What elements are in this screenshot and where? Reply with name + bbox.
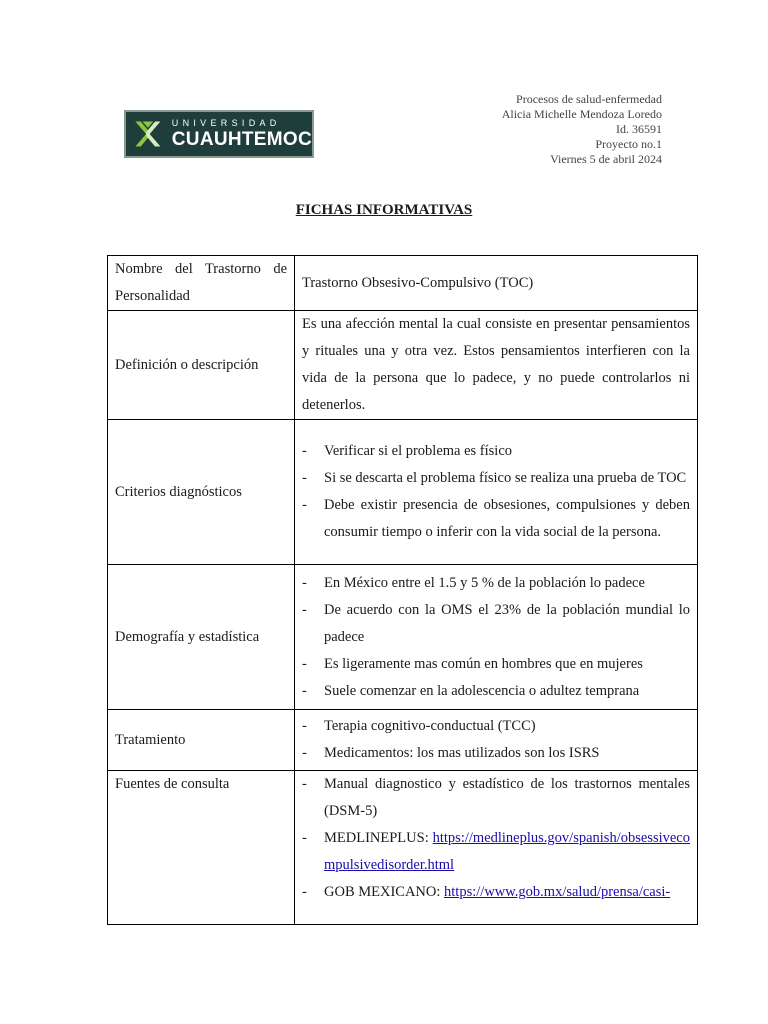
row-value — [295, 565, 698, 710]
row-label: Nombre del Trastorno de Personalidad — [108, 256, 295, 311]
criteria-list — [302, 438, 690, 546]
list-item: - En México entre el 1.5 y 5 % de la población lo padece — [302, 570, 690, 597]
table-row — [108, 256, 698, 311]
page-title: FICHAS INFORMATIVAS — [295, 202, 473, 218]
list-item — [302, 771, 690, 825]
document-date: Viernes 5 de abril 2024 — [550, 152, 662, 166]
logo-line1: UNIVERSIDAD — [171, 118, 281, 128]
row-label: Definición o descripción — [108, 311, 295, 420]
list-item: - Suele comenzar en la adolescencia o adultez temprana — [302, 678, 690, 705]
source-text: GOB MEXICANO: — [324, 884, 441, 900]
sources-list — [302, 771, 690, 906]
list-item: - Es ligeramente mas común en hombres que en mujeres — [302, 651, 690, 678]
row-label: Tratamiento — [108, 710, 295, 771]
gob-mx-link[interactable]: https://www.gob.mx/salud/prensa/casi- — [444, 884, 671, 900]
logo-line2: CUAUHTEMOC — [171, 129, 312, 150]
row-value: Es una afección mental la cual consiste en presentar pensamientos y rituales una y otra vez. Estos pensamientos interfieren con la vida de la persona que lo padece, y no puede controlarlos ni detenerlos. — [295, 311, 698, 420]
row-label: Criterios diagnósticos — [108, 420, 295, 565]
table-row — [108, 771, 698, 925]
list-item — [302, 825, 690, 879]
logo-mark-icon — [130, 114, 166, 154]
table-row — [108, 311, 698, 420]
student-name: Alicia Michelle Mendoza Loredo — [501, 107, 662, 121]
source-text: MEDLINEPLUS: — [324, 830, 429, 846]
project-number: Proyecto no.1 — [595, 137, 662, 151]
demographics-list — [302, 570, 690, 705]
row-value — [295, 710, 698, 771]
treatment-list — [302, 713, 690, 767]
course-name: Procesos de salud-enfermedad — [516, 92, 662, 106]
university-logo — [124, 110, 314, 158]
header-info — [502, 92, 662, 167]
list-item — [302, 879, 690, 906]
list-item: - De acuerdo con la OMS el 23% de la población mundial lo padece — [302, 597, 690, 651]
row-label: Fuentes de consulta — [108, 771, 295, 925]
student-id: Id. 36591 — [616, 122, 662, 136]
source-text: Manual diagnostico y estadístico de los trastornos mentales (DSM-5) — [324, 776, 690, 819]
list-item: - Debe existir presencia de obsesiones, compulsiones y deben consumir tiempo o inferir con la vida social de la persona. — [302, 492, 690, 546]
list-item: - Terapia cognitivo-conductual (TCC) — [302, 713, 690, 740]
row-label: Demografía y estadística — [108, 565, 295, 710]
row-value — [295, 420, 698, 565]
list-item: - Si se descarta el problema físico se realiza una prueba de TOC — [302, 465, 690, 492]
list-item: - Medicamentos: los mas utilizados son los ISRS — [302, 740, 690, 767]
table-row — [108, 565, 698, 710]
row-value: Trastorno Obsesivo-Compulsivo (TOC) — [295, 256, 698, 311]
info-table — [107, 255, 698, 925]
list-item: - Verificar si el problema es físico — [302, 438, 690, 465]
logo-text — [172, 119, 312, 149]
medlineplus-link[interactable]: https://medlineplus.gov/spanish/obsessivecompulsivedisorder.html — [324, 830, 690, 873]
row-value — [295, 771, 698, 925]
table-row — [108, 420, 698, 565]
table-row — [108, 710, 698, 771]
